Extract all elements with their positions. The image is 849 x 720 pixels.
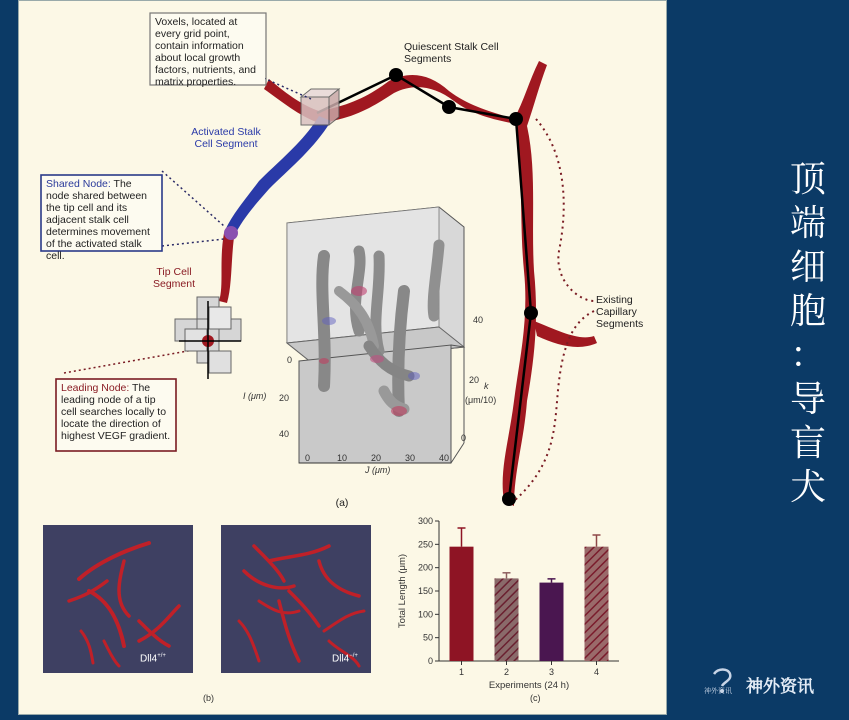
side-title-char-6: 导 [789,379,826,420]
leading-node-text: The leading node of a tip cell searches locally to locate the direction of highest VEGF gradient. [61,382,171,442]
side-title-char-5: ： [789,335,826,376]
tip-cell-label: Tip Cell Segment [152,266,196,290]
bar-3 [540,583,564,661]
dll4-het-sup: −/+ [349,653,358,659]
panel-c-bar-chart [19,1,667,715]
logo-caption: 神外资讯 [704,687,732,695]
side-title-char-1: 顶 [789,159,826,200]
inset-k-label: k [484,381,489,391]
x-tick-label-3: 3 [548,667,555,677]
inset-k-tick-20: 20 [469,375,480,385]
dll4-wt-text: Dll4 [140,653,158,665]
x-axis-label: Experiments (24 h) [488,680,570,691]
inset-k-tick-0: 0 [461,433,467,443]
panel-a-caption: (a) [335,497,349,509]
logo-text: 神外资讯 [746,677,814,697]
existing-capillary-label: Existing Capillary Segments [596,294,644,330]
dll4-wt-sup: +/+ [157,653,166,659]
inset-i-tick-20: 20 [279,393,290,403]
inset-k-tick-40: 40 [473,315,484,325]
side-title-char-8: 犬 [789,467,826,508]
x-tick-label-4: 4 [593,667,600,677]
bar-2 [495,578,519,661]
inset-j-tick-0: 0 [305,453,311,463]
quiescent-label: Quiescent Stalk Cell Segments [404,41,499,65]
bar-4 [585,547,609,661]
inset-i-tick-40: 40 [279,429,290,439]
y-tick-label: 50 [422,632,433,643]
leading-node-title: Leading Node: [61,382,130,394]
dll4-het-text: Dll4 [332,653,350,665]
y-tick-label: 300 [417,516,433,526]
y-tick-label: 0 [427,656,433,666]
voxels-note-text: Voxels, located at every grid point, contain information about local growth factors, nutrients, and matrix properties. [155,16,256,88]
inset-k-unit: (μm/10) [465,395,497,405]
x-tick-label-1: 1 [458,667,465,677]
y-axis-label: Total Length (μm) [397,553,408,629]
x-tick-label-2: 2 [503,667,510,677]
panel-b-caption: (b) [203,693,214,703]
y-tick-label: 150 [417,586,433,596]
y-tick-label: 100 [417,609,433,620]
side-title-char-7: 盲 [789,423,826,464]
inset-i-label: I (μm) [243,391,267,401]
logo [704,666,834,698]
inset-j-tick-30: 30 [405,453,416,463]
y-tick-label: 250 [417,539,433,550]
y-tick-label: 200 [417,562,433,573]
inset-i-tick-0: 0 [287,355,293,365]
inset-j-tick-20: 20 [371,453,382,463]
inset-j-tick-40: 40 [439,453,450,463]
inset-j-tick-10: 10 [337,453,348,463]
side-title-char-3: 细 [789,247,826,288]
shared-node-title: Shared Node: [46,178,111,190]
bar-1 [450,547,474,661]
panel-c-caption: (c) [530,693,541,703]
inset-j-label: J (μm) [365,465,391,475]
side-title-char-4: 胞 [789,291,826,332]
figure-panel [18,0,667,715]
side-title-char-2: 端 [789,203,826,244]
activated-label: Activated Stalk Cell Segment [191,126,261,150]
side-title [780,158,836,510]
shared-node-text: The node shared between the tip cell and its adjacent stalk cell determines movement of the activated stalk cell. [46,178,150,262]
